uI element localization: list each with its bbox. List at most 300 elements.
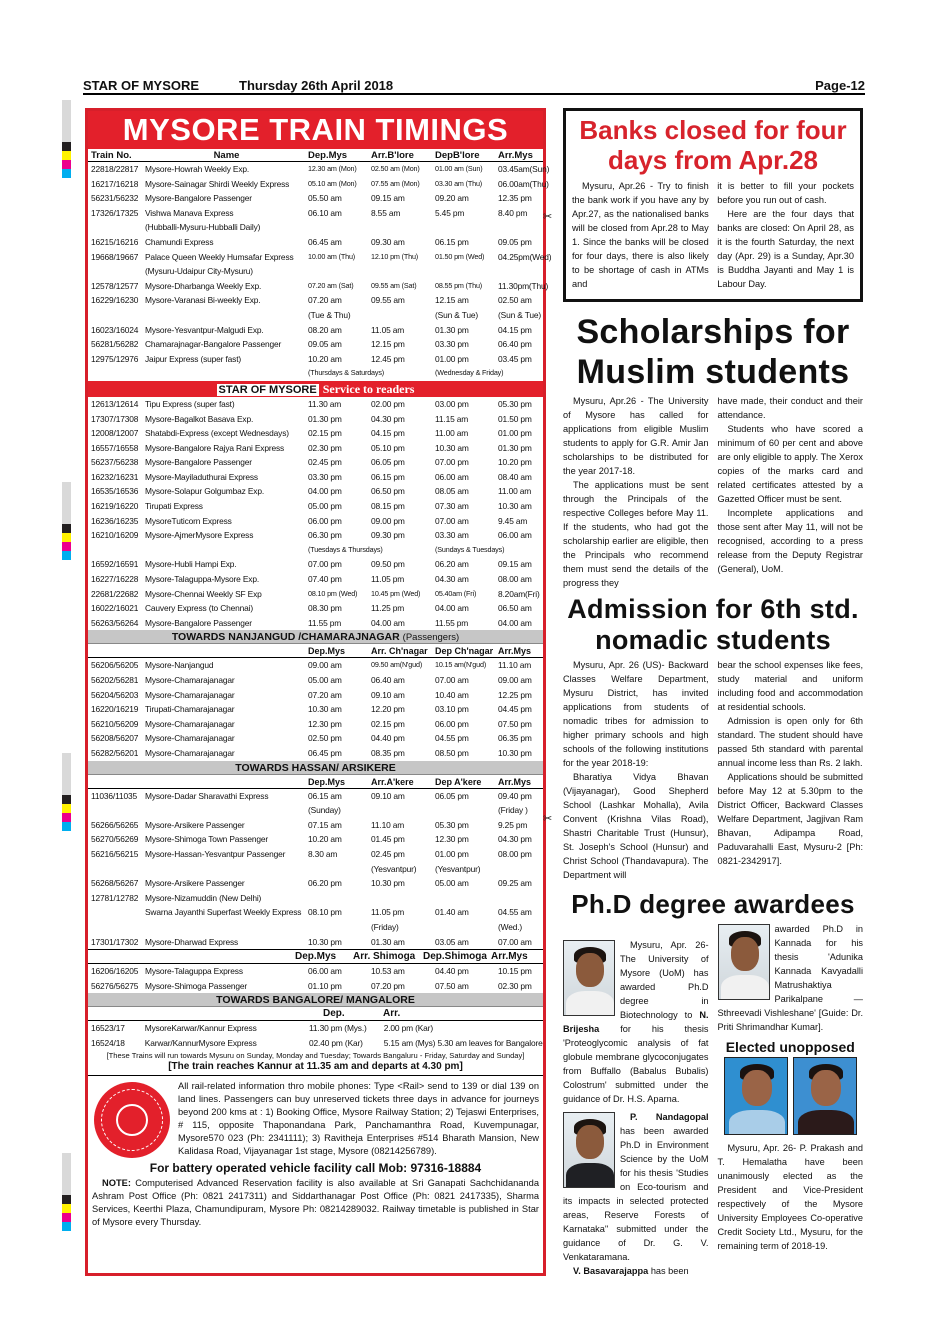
time-cell: 09.05 am bbox=[308, 339, 342, 350]
train-number: 11036/11035 bbox=[91, 790, 138, 801]
time-cell: 08.05 am bbox=[435, 486, 469, 497]
train-name: Mysore-Talaguppa Express bbox=[145, 966, 243, 977]
col-name: Name bbox=[213, 150, 240, 161]
article-paragraph: have made, their conduct and their attendance. bbox=[717, 396, 863, 420]
time-cell: 09.20 am bbox=[435, 193, 469, 204]
time-cell: 5.45 pm bbox=[435, 207, 465, 218]
train-name: Mysore-Sainagar Shirdi Weekly Express bbox=[145, 178, 290, 189]
time-cell bbox=[308, 891, 371, 906]
time-cell: 06.05 pm bbox=[435, 790, 469, 801]
time-cell bbox=[371, 803, 435, 818]
train-number: 56206/56205 bbox=[91, 660, 139, 671]
train-number: 56202/56281 bbox=[91, 675, 139, 685]
train-number bbox=[88, 862, 145, 877]
nanjangud-header bbox=[88, 644, 543, 658]
time-cell: 01.00 pm bbox=[435, 848, 469, 859]
train-number: 16236/16235 bbox=[91, 515, 139, 526]
time-cell: 10.30 pm bbox=[371, 878, 405, 889]
time-cell: 10.53 am bbox=[371, 966, 405, 977]
time-cell: 03.30 pm bbox=[308, 471, 342, 482]
time-cell: 10.30 am bbox=[435, 442, 469, 453]
train-number bbox=[88, 366, 145, 381]
time-cell: 12.35 pm bbox=[498, 193, 532, 204]
time-cell: 07.55 am (Mon) bbox=[371, 178, 420, 188]
note-text: Computerised Advanced Reservation facility is also available at Sri Ganapati Sachchidananda Ashram Post Office (Ph: 0821 2417311) and Siddarthanagar Post Office (Ph: 0821 2417335), Sharma Services, Keerthi Plaza, Chamundipuram, Mysore Ph: 08214289032. Railway timetable is published in Star of Mysore every Thursday. bbox=[92, 1178, 539, 1228]
time-cell: 01.00 am (Sun) bbox=[435, 164, 483, 173]
col-dep-mys: Dep.Mys bbox=[308, 150, 348, 161]
time-cell: (Yesvantpur) bbox=[371, 863, 417, 874]
col-label: Dep. bbox=[323, 1008, 345, 1020]
time-cell: 05.00 pm bbox=[308, 501, 342, 512]
time-cell: (Thursdays & Saturdays) bbox=[308, 368, 385, 378]
time-cell: 06.05 pm bbox=[371, 457, 405, 468]
train-name: Mysore-Shimoga Town Passenger bbox=[145, 834, 269, 845]
time-cell: 8.55 am bbox=[371, 207, 401, 218]
train-number bbox=[88, 920, 145, 935]
train-name: Cauvery Express (to Chennai) bbox=[145, 603, 253, 614]
time-cell bbox=[371, 366, 435, 381]
kannur-note: [The train reaches Kannur at 11.35 am and departs at 4.30 pm] bbox=[88, 1061, 543, 1076]
cmyk-registration-mark bbox=[62, 753, 71, 831]
time-cell: 11.10 am bbox=[371, 819, 405, 830]
table-row bbox=[88, 673, 543, 688]
section-title: TOWARDS NANJANGUD /CHAMARAJNAGAR bbox=[171, 631, 400, 644]
time-cell: 11.05 am bbox=[371, 324, 405, 335]
time-cell: 01.45 pm bbox=[371, 834, 405, 845]
issue-date: Thursday 26th April 2018 bbox=[239, 78, 394, 93]
article-paragraph: Admission is open only for 6th standard. The student should have passed 5th standard with parental annual income less than Rs. 2 lakh. bbox=[717, 716, 863, 768]
time-cell: 03.45 pm bbox=[498, 353, 532, 364]
train-number: 16557/16558 bbox=[91, 442, 139, 453]
time-cell: 12.30 am (Mon) bbox=[308, 164, 357, 173]
time-cell bbox=[435, 920, 498, 935]
awardee-name: V. Basavarajappa bbox=[573, 1266, 649, 1276]
time-cell: 10.30 pm bbox=[308, 936, 342, 947]
table-row bbox=[88, 250, 552, 265]
train-number: 16232/16231 bbox=[91, 471, 139, 482]
banks-closed-article bbox=[563, 108, 863, 302]
brijesha-photo bbox=[563, 940, 615, 1016]
section-title: TOWARDS BANGALORE/ MANGALORE bbox=[216, 994, 415, 1007]
battery-vehicle-note: For battery operated vehicle facility call Mob: 97316-18884 bbox=[149, 1161, 482, 1176]
bangalore-trains-a bbox=[88, 162, 552, 381]
train-number: 56231/56232 bbox=[91, 193, 139, 204]
time-cell: 11.15 am bbox=[435, 413, 469, 424]
time-cell: (Yesvantpur) bbox=[435, 863, 481, 874]
time-cell: 08.20 am bbox=[308, 324, 342, 335]
hassan-header bbox=[88, 775, 543, 789]
time-cell: (Wed.) bbox=[498, 921, 523, 932]
time-cell: 07.00 am bbox=[435, 515, 469, 526]
train-number: 16210/16209 bbox=[91, 530, 139, 541]
train-name: Mysore-Nanjangud bbox=[145, 660, 214, 671]
time-cell: 06.35 pm bbox=[498, 733, 532, 744]
train-name: Mysore-Dharbanga Weekly Exp. bbox=[145, 280, 262, 291]
article-paragraph: Incomplete applications and those sent after May 11, will not be recognised, according to a press release from the Deputy Registrar (General), UoM. bbox=[717, 508, 863, 574]
time-cell: 05.30 pm bbox=[498, 398, 532, 409]
train-number: 16227/16228 bbox=[91, 574, 139, 585]
rail-info-text: All rail-related information thro mobile phones: Type <Rail> send to 139 or dial 139 on land lines. Passengers can buy unreserved tickets three days in advance for journeys beyond 200 kms at : 1) Booking Office, Mysore Railway Station; 2) Tejaswi Enterprises, # 115, opposite Thaponandana Park, Panchamanthra Road, Kuvempunagar, Mysore570 023 (Ph: 2341111); 3) Ravitheja Enterprises #514 Bharath Mansion, New Kalidasa Road, Vijayanagar 1st stage, Mysore (08214256789). bbox=[178, 1081, 539, 1157]
train-name bbox=[145, 308, 308, 323]
table-row bbox=[88, 470, 543, 485]
train-number: 16592/16591 bbox=[91, 559, 139, 570]
time-cell bbox=[371, 264, 435, 279]
train-name: Jaipur Express (super fast) bbox=[145, 353, 242, 364]
time-cell: 09.10 am bbox=[371, 790, 405, 801]
train-number: 12975/12976 bbox=[91, 353, 139, 364]
time-cell: 02.15 pm bbox=[371, 718, 405, 729]
bangalore-trains-b bbox=[88, 397, 543, 631]
time-cell: 06.45 pm bbox=[308, 747, 342, 758]
time-cell: 10.40 am bbox=[435, 689, 469, 700]
table-row bbox=[88, 191, 543, 206]
table-row bbox=[88, 323, 543, 338]
table-row bbox=[88, 587, 543, 602]
train-number: 56281/56282 bbox=[91, 339, 139, 350]
time-cell: 09.15 am bbox=[371, 193, 405, 204]
col-train-no: Train No. bbox=[91, 150, 132, 161]
train-name: Mysore-Chamarajanagar bbox=[145, 747, 235, 758]
time-cell: 11.05 pm bbox=[371, 907, 405, 918]
time-cell bbox=[308, 862, 371, 877]
time-cell: (Friday) bbox=[371, 921, 399, 932]
train-number: 16206/16205 bbox=[91, 966, 139, 977]
time-cell: 08.00 pm bbox=[498, 848, 532, 859]
train-number: 56208/56207 bbox=[91, 733, 139, 744]
train-name bbox=[145, 803, 308, 818]
time-cell: 10.00 am (Thu) bbox=[308, 251, 356, 261]
time-cell: 02.30 pm bbox=[498, 980, 532, 991]
table-row bbox=[88, 528, 543, 543]
table-row bbox=[88, 308, 543, 323]
time-cell: 07.00 am bbox=[498, 936, 532, 947]
time-cell: 03.05 am bbox=[435, 936, 469, 947]
time-cell: 08.40 am bbox=[498, 471, 532, 482]
time-cell: 8.40 pm bbox=[498, 207, 528, 218]
time-cell: 04.40 pm bbox=[435, 966, 469, 977]
table-row bbox=[88, 616, 543, 631]
time-cell: 05.00 am bbox=[308, 675, 342, 685]
time-cell: 01.50 pm bbox=[498, 413, 532, 424]
train-number: 12008/12007 bbox=[91, 428, 139, 439]
page-number: Page-12 bbox=[815, 78, 865, 93]
table-row bbox=[88, 688, 543, 703]
train-name: Mysore-Shimoga Passenger bbox=[145, 980, 248, 991]
train-name: Mysore-Arsikere Passenger bbox=[145, 878, 245, 889]
train-name: MysoreTuticorn Express bbox=[145, 515, 232, 526]
time-cell: 04.30 am bbox=[435, 574, 469, 585]
time-cell: 07.15 am bbox=[308, 819, 342, 830]
train-number: 56263/56264 bbox=[91, 617, 139, 628]
table-row bbox=[88, 572, 543, 587]
admission-headline: Admission for 6th std. nomadic students bbox=[567, 594, 859, 655]
time-cell: 10.20 am bbox=[308, 353, 342, 364]
time-cell: 09.05 pm bbox=[498, 236, 532, 247]
time-cell: 5.15 am (Mys) 5.30 am leaves for Bangalore bbox=[383, 1037, 543, 1048]
time-cell: 12.45 pm bbox=[371, 353, 405, 364]
table-row bbox=[88, 964, 543, 979]
train-name: Mysore-Hubli Hampi Exp. bbox=[145, 559, 237, 570]
time-cell: 06.50 pm bbox=[371, 486, 405, 497]
table-row bbox=[88, 279, 549, 294]
train-name: Mysore-Bangalore Passenger bbox=[145, 457, 252, 468]
col-label: Arr.Mys bbox=[491, 951, 528, 963]
time-cell bbox=[498, 862, 543, 877]
time-cell: 03.30 am bbox=[435, 530, 469, 541]
time-cell: 03.00 pm bbox=[435, 398, 469, 409]
time-cell: (Sun & Tue) bbox=[435, 309, 479, 320]
time-cell: 8.20am(Fri) bbox=[498, 588, 540, 599]
train-number: 17326/17325 bbox=[91, 207, 139, 218]
train-name bbox=[145, 366, 308, 381]
time-cell: 04.00 am bbox=[498, 617, 532, 628]
time-cell bbox=[308, 264, 371, 279]
table-row bbox=[88, 818, 543, 833]
article-paragraph: Mysuru, Apr.26 - Try to finish the bank work if you have any by Apr.27, as the nationalised banks will be closed from Apr.28 to May 1. Since the banks will be closed for four days, there is also likely to be shortage of cash in ATMs and bbox=[572, 181, 709, 289]
time-cell: 04.25pm(Wed) bbox=[498, 251, 552, 262]
basavarajappa-photo bbox=[718, 924, 770, 1000]
time-cell: 05.40am (Fri) bbox=[435, 588, 477, 598]
table-row bbox=[88, 543, 543, 558]
time-cell: 06.50 am bbox=[498, 603, 532, 614]
time-cell: (Sundays & Tuesdays) bbox=[435, 544, 505, 554]
masthead bbox=[83, 77, 865, 95]
scholarships-headline: Scholarships for Muslim students bbox=[576, 313, 850, 391]
train-name: Mysore-Chamarajanagar bbox=[145, 733, 235, 744]
time-cell: 9.25 pm bbox=[498, 819, 528, 830]
time-cell: 09.00 am bbox=[308, 660, 342, 671]
train-name: Mysore-Bangalore Rajya Rani Express bbox=[145, 442, 285, 453]
time-cell: 01.00 pm bbox=[498, 428, 532, 439]
time-cell: 06.15 pm bbox=[435, 236, 469, 247]
time-cell bbox=[308, 220, 371, 235]
train-number: 16523/17 bbox=[91, 1023, 125, 1034]
time-cell: 02.45 pm bbox=[308, 457, 342, 468]
train-number: 56276/56275 bbox=[91, 980, 139, 991]
cmyk-registration-mark bbox=[62, 482, 71, 560]
article-paragraph: The applications must be sent through the Principals of the respective Colleges before May 11. If the students, who had got the scholarship earlier are eligible, then the Principals who recommend them must send the details of the progress they bbox=[563, 480, 709, 588]
time-cell: 12.15 pm bbox=[371, 339, 405, 350]
train-name: Mysore-Mayiladuthurai Express bbox=[145, 471, 258, 482]
time-cell: 11.30 pm (Mys.) bbox=[309, 1023, 367, 1034]
article-text: has been bbox=[648, 1266, 689, 1276]
time-cell: 09.25 am bbox=[498, 878, 532, 889]
train-name: MysoreKarwar/Kannur Express bbox=[144, 1023, 257, 1034]
train-number: 16023/16024 bbox=[91, 324, 139, 335]
train-number: 16220/16219 bbox=[91, 704, 139, 715]
train-name bbox=[145, 862, 308, 877]
table-row bbox=[88, 177, 549, 192]
train-number: 56270/56269 bbox=[91, 834, 139, 845]
train-number: 17301/17302 bbox=[91, 936, 139, 947]
time-cell: (Sunday) bbox=[308, 805, 341, 816]
train-number: 19668/19667 bbox=[91, 251, 139, 262]
time-cell: 12.30 pm bbox=[308, 718, 342, 729]
table-row bbox=[88, 264, 543, 279]
time-cell: 07.20 pm bbox=[371, 980, 405, 991]
time-cell: 09.00 am bbox=[498, 675, 532, 685]
train-number: 16229/16230 bbox=[91, 295, 139, 306]
col-label: Arr. bbox=[383, 1008, 401, 1020]
note-label: NOTE: bbox=[102, 1178, 131, 1189]
time-cell: 04.30 pm bbox=[371, 413, 405, 424]
train-name: Mysore-Arsikere Passenger bbox=[145, 819, 245, 830]
time-cell: 07.30 am bbox=[435, 501, 469, 512]
time-cell: 12.30 pm bbox=[435, 834, 469, 845]
time-cell: 06.20 pm bbox=[308, 878, 342, 889]
time-cell: 12.25 pm bbox=[498, 689, 532, 700]
table-row bbox=[88, 789, 543, 804]
time-cell: 02.30 pm bbox=[308, 442, 342, 453]
time-cell: 07.50 pm bbox=[498, 718, 532, 729]
time-cell: 09.40 pm bbox=[498, 790, 532, 801]
article-paragraph: it is better to fill your pockets before you run out of cash. bbox=[717, 181, 854, 205]
time-cell: 04.55 pm bbox=[435, 733, 469, 744]
time-cell: 11.30pm(Thu) bbox=[498, 280, 549, 291]
article-paragraph: Bharatiya Vidya Bhavan (Vijayanagar), Good Shepherd School (Lashkar Mohalla), Avila Convent (Krishna Vilas Road), Shastri Charitable Trust (Hunsur), St. Joseph's School (Hunsur) and Christ School (Thandavapura). The Department will bbox=[563, 772, 709, 880]
table-row bbox=[88, 293, 543, 308]
section-nanjangud bbox=[88, 630, 543, 644]
train-number: 16219/16220 bbox=[91, 501, 139, 512]
time-cell: 01.50 pm (Wed) bbox=[435, 251, 485, 261]
train-number: 12781/12782 bbox=[91, 892, 139, 903]
hassan-trains bbox=[88, 789, 543, 951]
time-cell: 09.50 am(N'gud) bbox=[371, 660, 423, 670]
awardee-name: P. Nandagopal bbox=[630, 1112, 709, 1122]
time-cell: 06.40 pm bbox=[498, 339, 532, 350]
train-number bbox=[88, 220, 145, 235]
time-cell: 07.00 am bbox=[435, 675, 469, 685]
train-timings-title: MYSORE TRAIN TIMINGS bbox=[88, 111, 543, 149]
time-cell: 03.30 am (Thu) bbox=[435, 178, 483, 188]
time-cell: 12.20 pm bbox=[371, 704, 405, 715]
time-cell: 01.10 pm bbox=[308, 980, 342, 991]
time-cell: 04.15 pm bbox=[498, 324, 532, 335]
time-cell bbox=[371, 220, 435, 235]
time-cell: 06.00 pm bbox=[308, 515, 342, 526]
train-number: 56237/56238 bbox=[91, 457, 139, 468]
col-label: Arr.Mys bbox=[498, 646, 532, 657]
time-cell: (Wednesday & Friday) bbox=[435, 368, 504, 378]
table-row bbox=[88, 862, 543, 877]
time-cell: 03.30 pm bbox=[435, 339, 469, 350]
admission-article bbox=[563, 594, 863, 882]
col-label: Arr. Shimoga bbox=[353, 951, 416, 963]
table-row bbox=[88, 935, 543, 950]
time-cell: 07.20 am bbox=[308, 689, 342, 700]
train-number bbox=[88, 264, 145, 279]
table-row bbox=[88, 514, 543, 529]
article-text: has been awarded Ph.D in Environment Science by the UoM for his thesis 'Studies on Eco-tourism and its impacts in selected protected areas, Reserve Forests of Karnataka'' submitted under the guidance of Dr. G. V. Venkataramana. bbox=[563, 1126, 709, 1262]
train-name: Tipu Express (super fast) bbox=[145, 398, 235, 409]
time-cell: (Sun & Tue) bbox=[498, 309, 542, 320]
train-name: (Hubballi-Mysuru-Hubballi Daily) bbox=[145, 222, 261, 233]
time-cell: 06.00 pm bbox=[435, 718, 469, 729]
time-cell: 06.00 am bbox=[435, 471, 469, 482]
awardee-name: N. Brijesha bbox=[563, 1010, 709, 1034]
nandagopal-photo bbox=[563, 1112, 615, 1188]
train-name: Tirupati-Chamarajanagar bbox=[145, 704, 235, 715]
time-cell: 10.20 pm bbox=[498, 457, 532, 468]
train-name: Tirupati Express bbox=[145, 501, 203, 512]
banks-headline: Banks closed for four days from Apr.28 bbox=[579, 115, 847, 175]
time-cell: 06.00 am bbox=[498, 530, 532, 541]
time-cell: 05.10 am (Mon) bbox=[308, 178, 357, 188]
article-paragraph: Here are the four days that banks are closed: On April 28, as it is the fourth Saturday, the next day (Apr. 29) is a Sunday, Apr.30 is Buddha Jayanti and May 1 is Labour Day. bbox=[717, 209, 854, 289]
table-row bbox=[88, 162, 550, 177]
time-cell: 09.15 am bbox=[498, 559, 532, 570]
col-dep-blore: DepB'lore bbox=[435, 150, 480, 161]
col-label: Dep A'kere bbox=[435, 776, 482, 787]
service-to-readers-band bbox=[88, 381, 543, 397]
time-cell: 08.00 am bbox=[498, 574, 532, 585]
train-name bbox=[145, 543, 308, 558]
table-row bbox=[88, 891, 543, 906]
train-number: 56266/56265 bbox=[91, 819, 139, 830]
col-label: Arr.A'kere bbox=[371, 776, 414, 787]
time-cell: 09.55 am (Sat) bbox=[371, 280, 417, 290]
time-cell: 10.30 am bbox=[308, 704, 342, 715]
article-paragraph: Mysuru, Apr. 26- P. Prakash and T. Hemalatha have been unanimously elected as the President and Vice-President respectively of the Mysore University Employees Co-operative Credit Society Ltd., Mysuru, for the remaining term of 2018-19. bbox=[717, 1143, 863, 1251]
train-name: Mysore-Hassan-Yesvantpur Passenger bbox=[145, 848, 286, 859]
train-name: Mysore-Bangalore Passenger bbox=[145, 617, 252, 628]
phd-headline: Ph.D degree awardees bbox=[571, 889, 855, 919]
time-cell: 10.30 pm bbox=[498, 747, 532, 758]
time-cell: 07.20 am bbox=[308, 295, 342, 306]
table-row bbox=[88, 702, 543, 717]
article-paragraph: Students who have scored a minimum of 60 per cent and above are only eligible to apply. The Xerox copies of the marks card and related certificates attested by a Gazetted Officer must be sent. bbox=[717, 424, 863, 504]
train-number: 12578/12577 bbox=[91, 280, 139, 291]
time-cell: 07.40 pm bbox=[308, 574, 342, 585]
article-text: Mysuru, Apr. 26- The University of Mysore (UoM) has awarded Ph.D degree in Biotechnology to bbox=[620, 940, 709, 1020]
time-cell: 06.10 am bbox=[308, 207, 342, 218]
table-row bbox=[88, 352, 543, 367]
cmyk-registration-mark bbox=[62, 1153, 71, 1231]
train-name: (Mysuru-Udaipur City-Mysuru) bbox=[145, 266, 253, 277]
time-cell: 10.20 am bbox=[308, 834, 342, 845]
time-cell bbox=[498, 366, 543, 381]
time-cell: 01.30 pm bbox=[498, 442, 532, 453]
article-text: awarded Ph.D in Kannada for his thesis 'Adunika Kannada Kavyadalli Matrushaktiya Parikalpane — Sthreevadi Vishleshane' [Guide: Dr. Priti Shrimandhar Kumar]. bbox=[717, 924, 863, 1032]
time-cell: 05.00 am bbox=[435, 878, 469, 889]
time-cell: 02.00 pm bbox=[371, 398, 405, 409]
table-row bbox=[88, 220, 543, 235]
train-name: Mysore-Chamarajanagar bbox=[145, 718, 235, 729]
time-cell: 08.35 pm bbox=[371, 747, 405, 758]
table-row bbox=[88, 499, 543, 514]
train-number bbox=[88, 308, 145, 323]
time-cell: 06.15 pm bbox=[371, 471, 405, 482]
train-name: Mysore-Talaguppa-Mysore Exp. bbox=[145, 574, 260, 585]
train-number: 56216/56215 bbox=[91, 848, 139, 859]
rail-info bbox=[88, 1076, 543, 1158]
time-cell: 07.20 am (Sat) bbox=[308, 280, 354, 290]
time-cell: (Friday ) bbox=[498, 805, 528, 816]
nanjangud-trains bbox=[88, 658, 543, 760]
train-name: Palace Queen Weekly Humsafar Express bbox=[145, 251, 294, 262]
time-cell: 04.30 pm bbox=[498, 834, 532, 845]
train-number: 22681/22682 bbox=[91, 588, 139, 599]
train-name: Mysore-Bagalkot Basava Exp. bbox=[145, 413, 254, 424]
time-cell bbox=[498, 891, 543, 906]
time-cell: 06.15 am bbox=[308, 790, 342, 801]
table-row bbox=[88, 717, 543, 732]
table-row bbox=[88, 601, 543, 616]
train-name: Karwar/KannurMysore Express bbox=[144, 1037, 257, 1048]
train-name: Mysore-Dharwad Express bbox=[145, 936, 239, 947]
time-cell: 07.00 pm bbox=[308, 559, 342, 570]
train-name: Mysore-Dadar Sharavathi Express bbox=[145, 790, 269, 801]
